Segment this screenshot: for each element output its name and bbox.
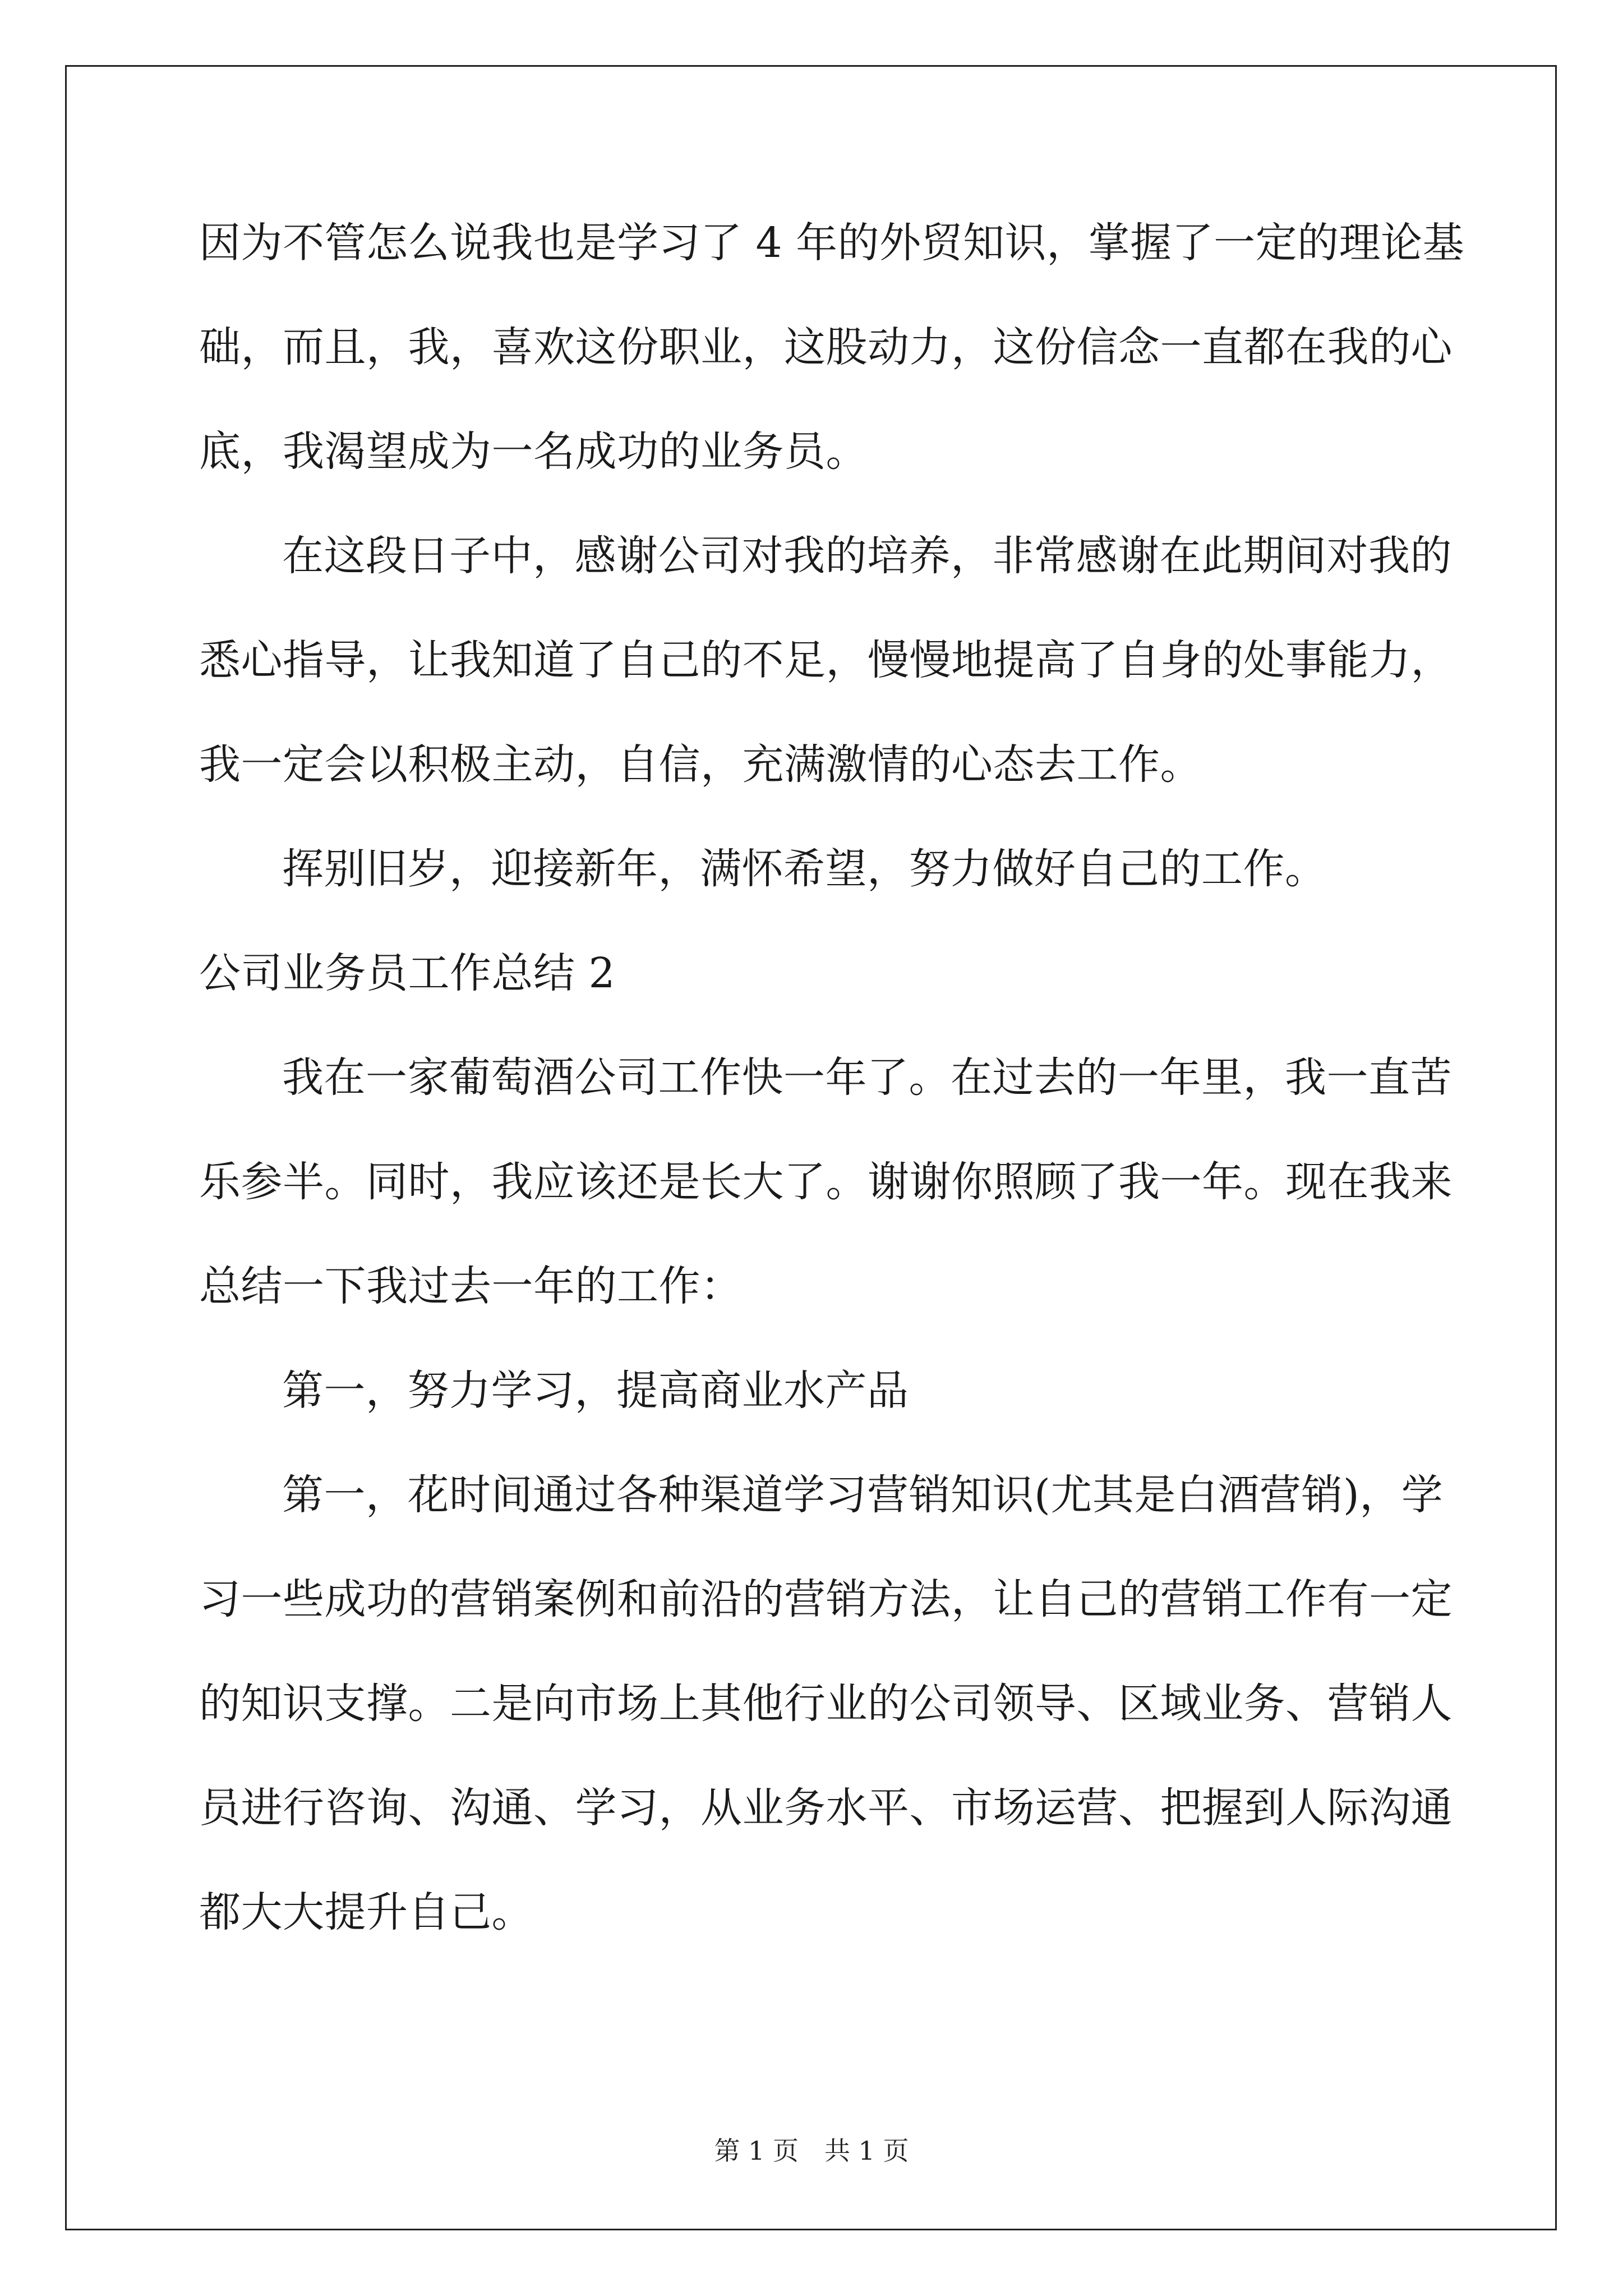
text-line: 的知识支撑。二是向市场上其他行业的公司领导、区域业务、营销人 — [199, 1680, 1453, 1728]
text-line: 底，我渴望成为一名成功的业务员。 — [199, 427, 868, 476]
section-heading: 公司业务员工作总结 2 — [199, 949, 616, 997]
text-line: 习一些成功的营销案例和前沿的营销方法，让自己的营销工作有一定 — [199, 1575, 1453, 1623]
text-line: 因为不管怎么说我也是学习了 4 年的外贸知识，掌握了一定的理论基 — [199, 219, 1465, 267]
paragraph-start: 我在一家葡萄酒公司工作快一年了。在过去的一年里，我一直苦 — [282, 1053, 1452, 1102]
text-line: 悉心指导，让我知道了自己的不足，慢慢地提高了自身的处事能力， — [199, 636, 1453, 684]
text-line: 我一定会以积极主动，自信，充满激情的心态去工作。 — [199, 740, 1202, 789]
text-line: 础，而且，我，喜欢这份职业，这股动力，这份信念一直都在我的心 — [199, 323, 1453, 371]
paragraph-start: 第一，花时间通过各种渠道学习营销知识(尤其是白酒营销)，学 — [282, 1471, 1444, 1519]
text-line: 乐参半。同时，我应该还是长大了。谢谢你照顾了我一年。现在我来 — [199, 1158, 1453, 1206]
paragraph-start: 在这段日子中，感谢公司对我的培养，非常感谢在此期间对我的 — [282, 532, 1452, 580]
text-line: 总结一下我过去一年的工作： — [199, 1262, 743, 1310]
text-line: 都大大提升自己。 — [199, 1888, 533, 1936]
paragraph-start: 挥别旧岁，迎接新年，满怀希望，努力做好自己的工作。 — [282, 845, 1327, 893]
text-line: 员进行咨询、沟通、学习，从业务水平、市场运营、把握到人际沟通 — [199, 1784, 1453, 1832]
subheading: 第一，努力学习，提高商业水产品 — [282, 1366, 909, 1415]
page-number: 第 1 页 共 1 页 — [714, 2136, 909, 2166]
document-body — [199, 216, 1465, 1990]
